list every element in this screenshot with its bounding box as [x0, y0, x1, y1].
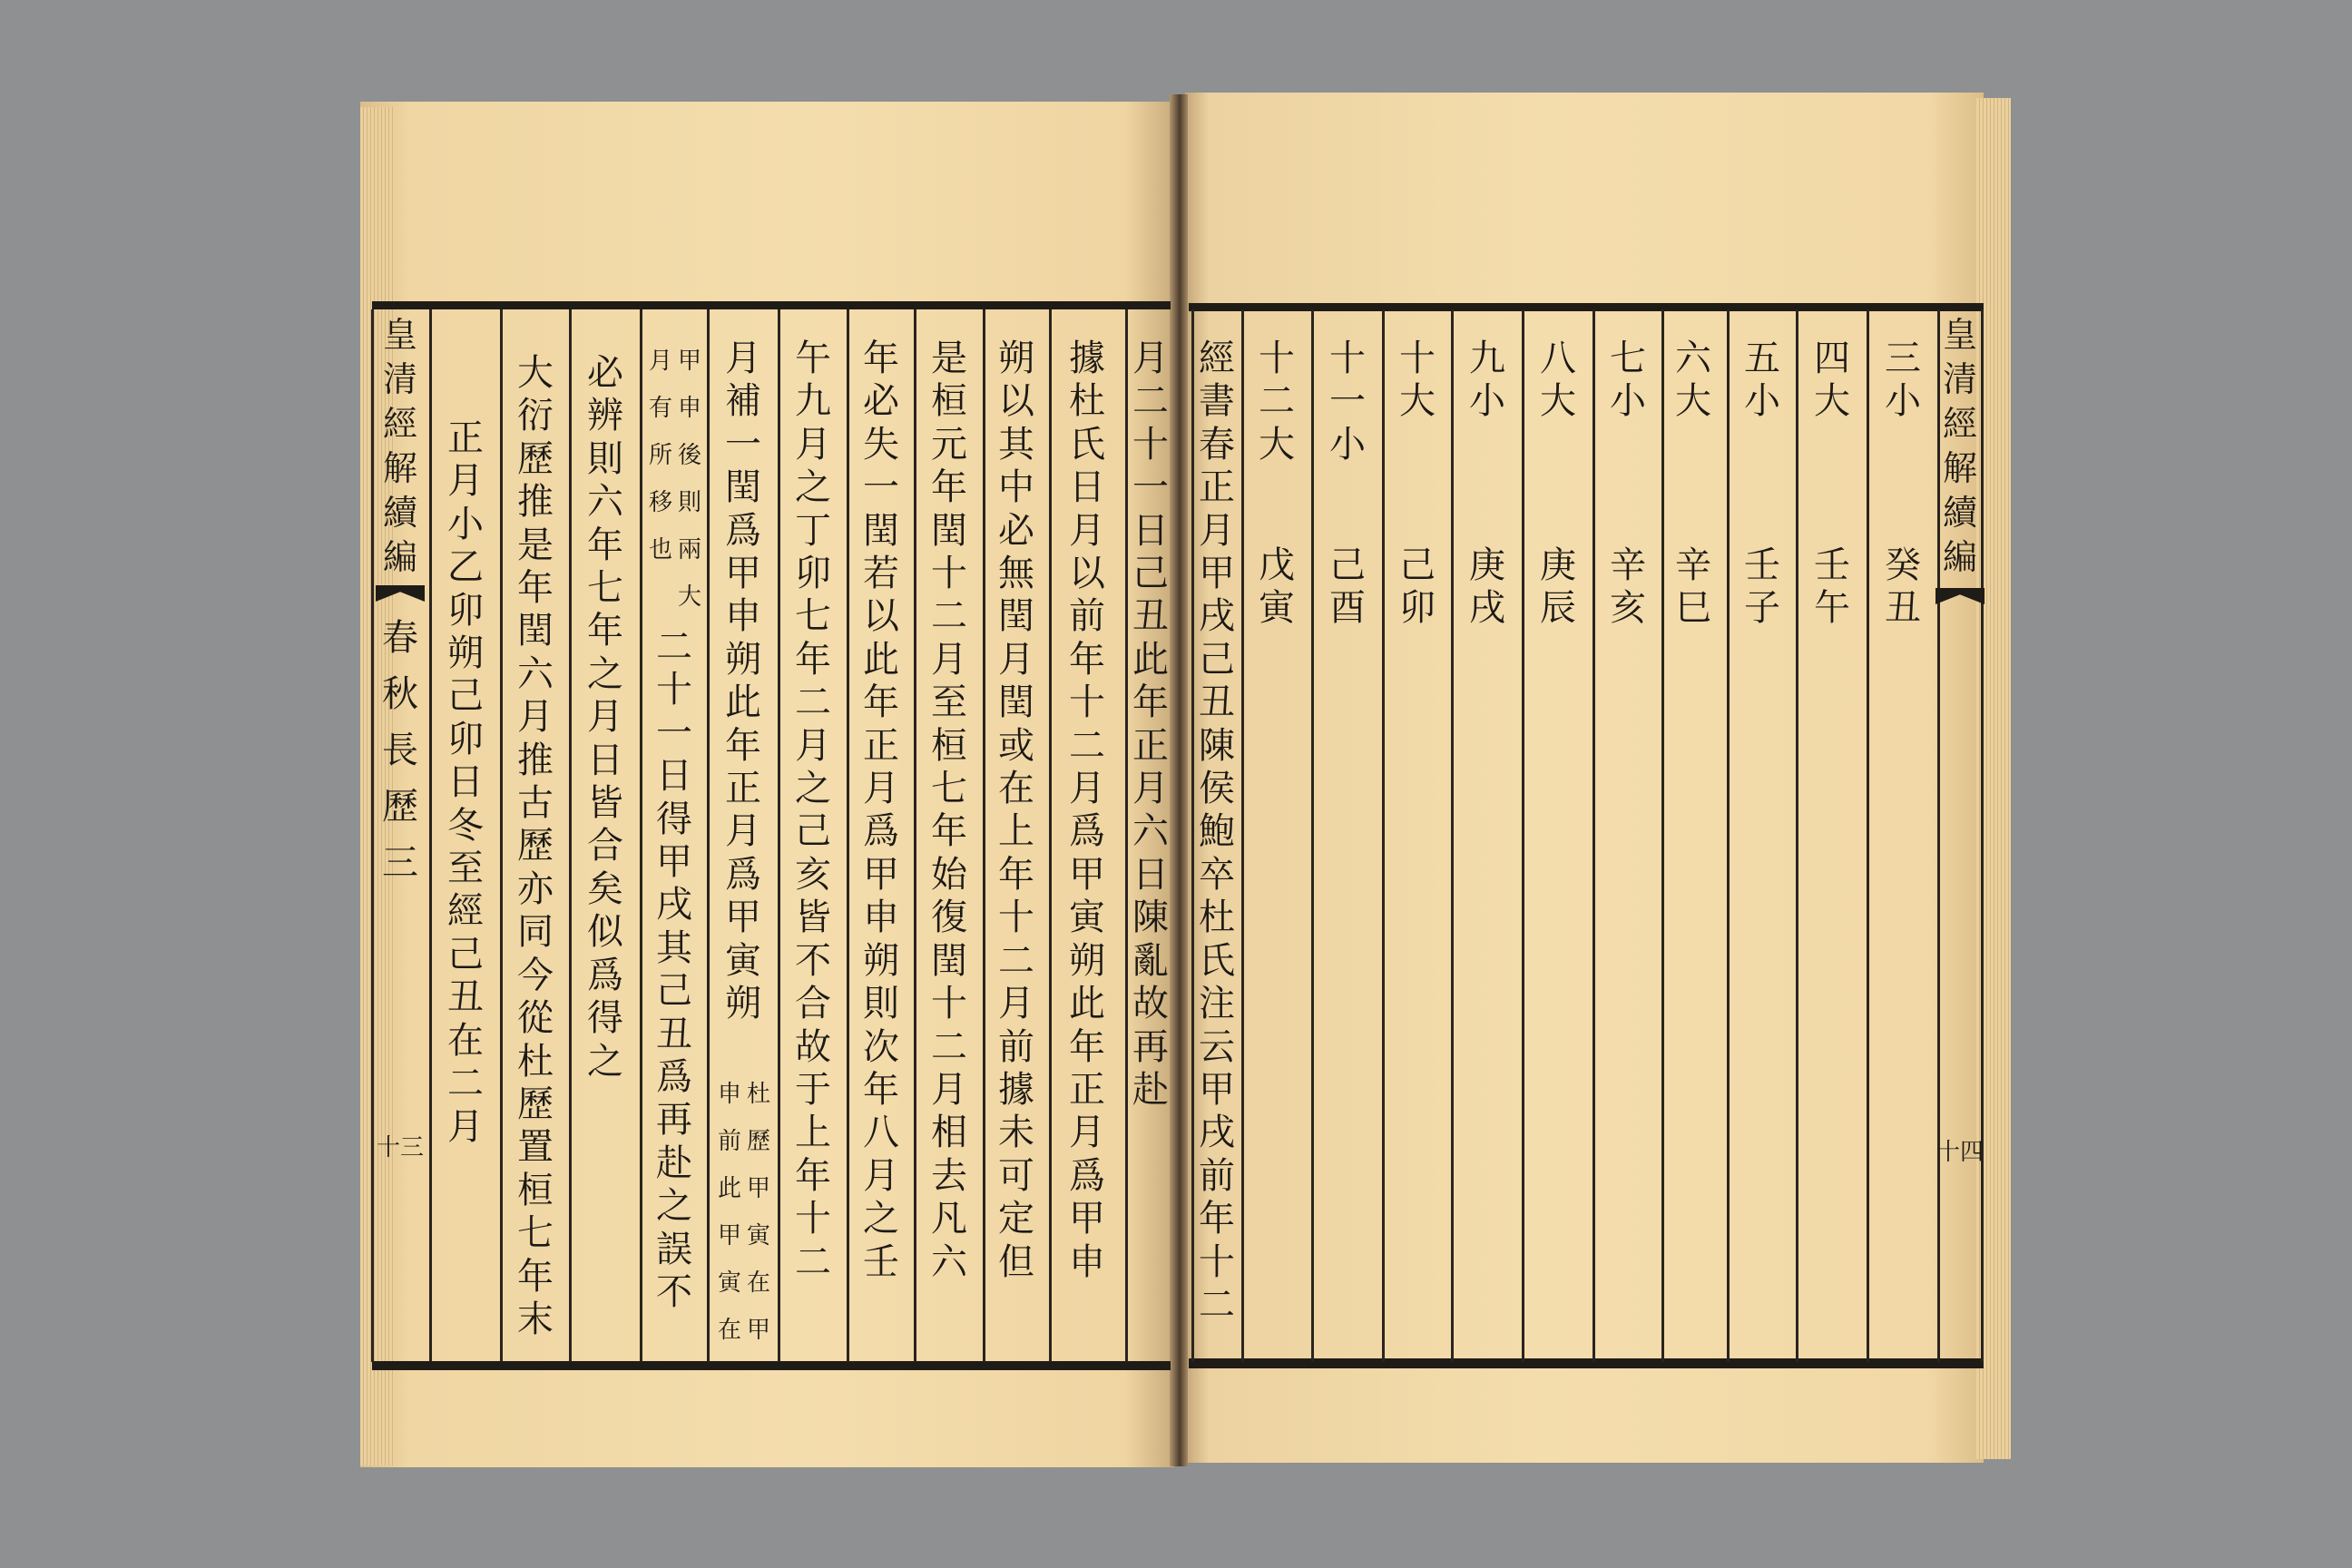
text-column: 年必失一閏若以此年正月爲甲申朔則次年八月之壬 — [863, 338, 899, 1283]
annotation-right-line: 甲申後則兩大 — [677, 348, 701, 611]
left-frame-left-rule — [371, 309, 374, 1362]
annotation-left-line: 申前此甲寅在 — [717, 1081, 741, 1344]
column-rule — [429, 309, 432, 1362]
month-label: 三小 — [1885, 338, 1921, 423]
text-column: 據杜氏日月以前年十二月爲甲寅朔此年正月爲甲申 — [1069, 338, 1105, 1283]
text-column: 月補一閏爲甲申朔此年正月爲甲寅朔 — [725, 338, 761, 1025]
text-column: 是桓元年閏十二月至桓七年始復閏十二月相去凡六 — [931, 338, 967, 1283]
new-moon-day: 庚辰 — [1540, 544, 1576, 630]
text-column: 朔以其中必無閏月閏或在上年十二月前據未可定但 — [998, 338, 1034, 1283]
month-label: 十大 — [1399, 338, 1436, 423]
new-moon-day: 庚戌 — [1469, 544, 1505, 630]
column-rule — [1049, 309, 1052, 1362]
text-column: 二十一日得甲戌其己丑爲再赴之誤不 — [656, 626, 692, 1314]
column-rule — [1592, 309, 1595, 1362]
text-column: 午九月之丁卯七年二月之己亥皆不合故于上年十二 — [795, 338, 831, 1283]
month-label: 四大 — [1814, 338, 1850, 423]
right-page — [1185, 93, 1984, 1463]
column-rule — [847, 309, 849, 1362]
column-rule — [1727, 309, 1730, 1362]
left-frame-top — [372, 301, 1171, 309]
text-column: 經書春正月甲戌己丑陳侯鮑卒杜氏注云甲戌前年十二 — [1199, 338, 1235, 1326]
left-margin-section: 春秋長歷三 — [382, 617, 418, 884]
column-rule — [1311, 309, 1314, 1362]
annotation-left-line: 月有所移也 — [648, 348, 672, 564]
column-rule — [1522, 309, 1524, 1362]
right-page-number: 十四 — [1936, 1139, 1984, 1166]
column-rule — [707, 309, 710, 1362]
column-rule — [914, 309, 916, 1362]
column-rule — [569, 309, 572, 1362]
month-label: 六大 — [1675, 338, 1711, 423]
annotation-right-line: 杜歷甲寅在甲 — [746, 1081, 770, 1344]
column-rule — [640, 309, 642, 1362]
month-label: 九小 — [1469, 338, 1505, 423]
left-margin-title: 皇清經解續編 — [382, 315, 417, 577]
column-rule — [1451, 309, 1454, 1362]
new-moon-day: 己卯 — [1399, 544, 1436, 630]
column-rule — [983, 309, 985, 1362]
month-label: 十二大 — [1259, 338, 1295, 466]
text-column: 月二十一日己丑此年正月六日陳亂故再赴 — [1132, 338, 1169, 1111]
text-column: 大衍歷推是年閏六月推古歷亦同今從杜歷置桓七年末 — [517, 352, 554, 1340]
new-moon-day: 戊寅 — [1259, 544, 1295, 630]
new-moon-day: 癸丑 — [1885, 544, 1921, 630]
new-moon-day: 壬午 — [1814, 544, 1850, 630]
month-label: 七小 — [1610, 338, 1646, 423]
left-frame-bottom — [372, 1361, 1171, 1370]
text-column: 必辨則六年七年之月日皆合矣似爲得之 — [587, 352, 623, 1083]
left-page-number: 十三 — [376, 1134, 424, 1161]
month-label: 十一小 — [1329, 338, 1366, 466]
right-frame-top — [1189, 303, 1984, 311]
column-rule — [1867, 309, 1869, 1362]
column-rule — [778, 309, 780, 1362]
new-moon-day: 己酉 — [1329, 544, 1366, 630]
new-moon-day: 辛亥 — [1610, 544, 1646, 630]
column-rule — [1661, 309, 1664, 1362]
column-rule — [500, 309, 503, 1362]
month-label: 五小 — [1744, 338, 1780, 423]
right-frame-bottom — [1189, 1358, 1984, 1368]
new-moon-day: 壬子 — [1744, 544, 1780, 630]
column-rule — [1796, 309, 1798, 1362]
right-margin-title: 皇清經解續編 — [1942, 315, 1977, 577]
new-moon-day: 辛巳 — [1675, 544, 1711, 630]
text-column: 正月小乙卯朔己卯日冬至經己丑在二月 — [447, 417, 484, 1148]
month-label: 八大 — [1540, 338, 1576, 423]
column-rule — [1382, 309, 1385, 1362]
